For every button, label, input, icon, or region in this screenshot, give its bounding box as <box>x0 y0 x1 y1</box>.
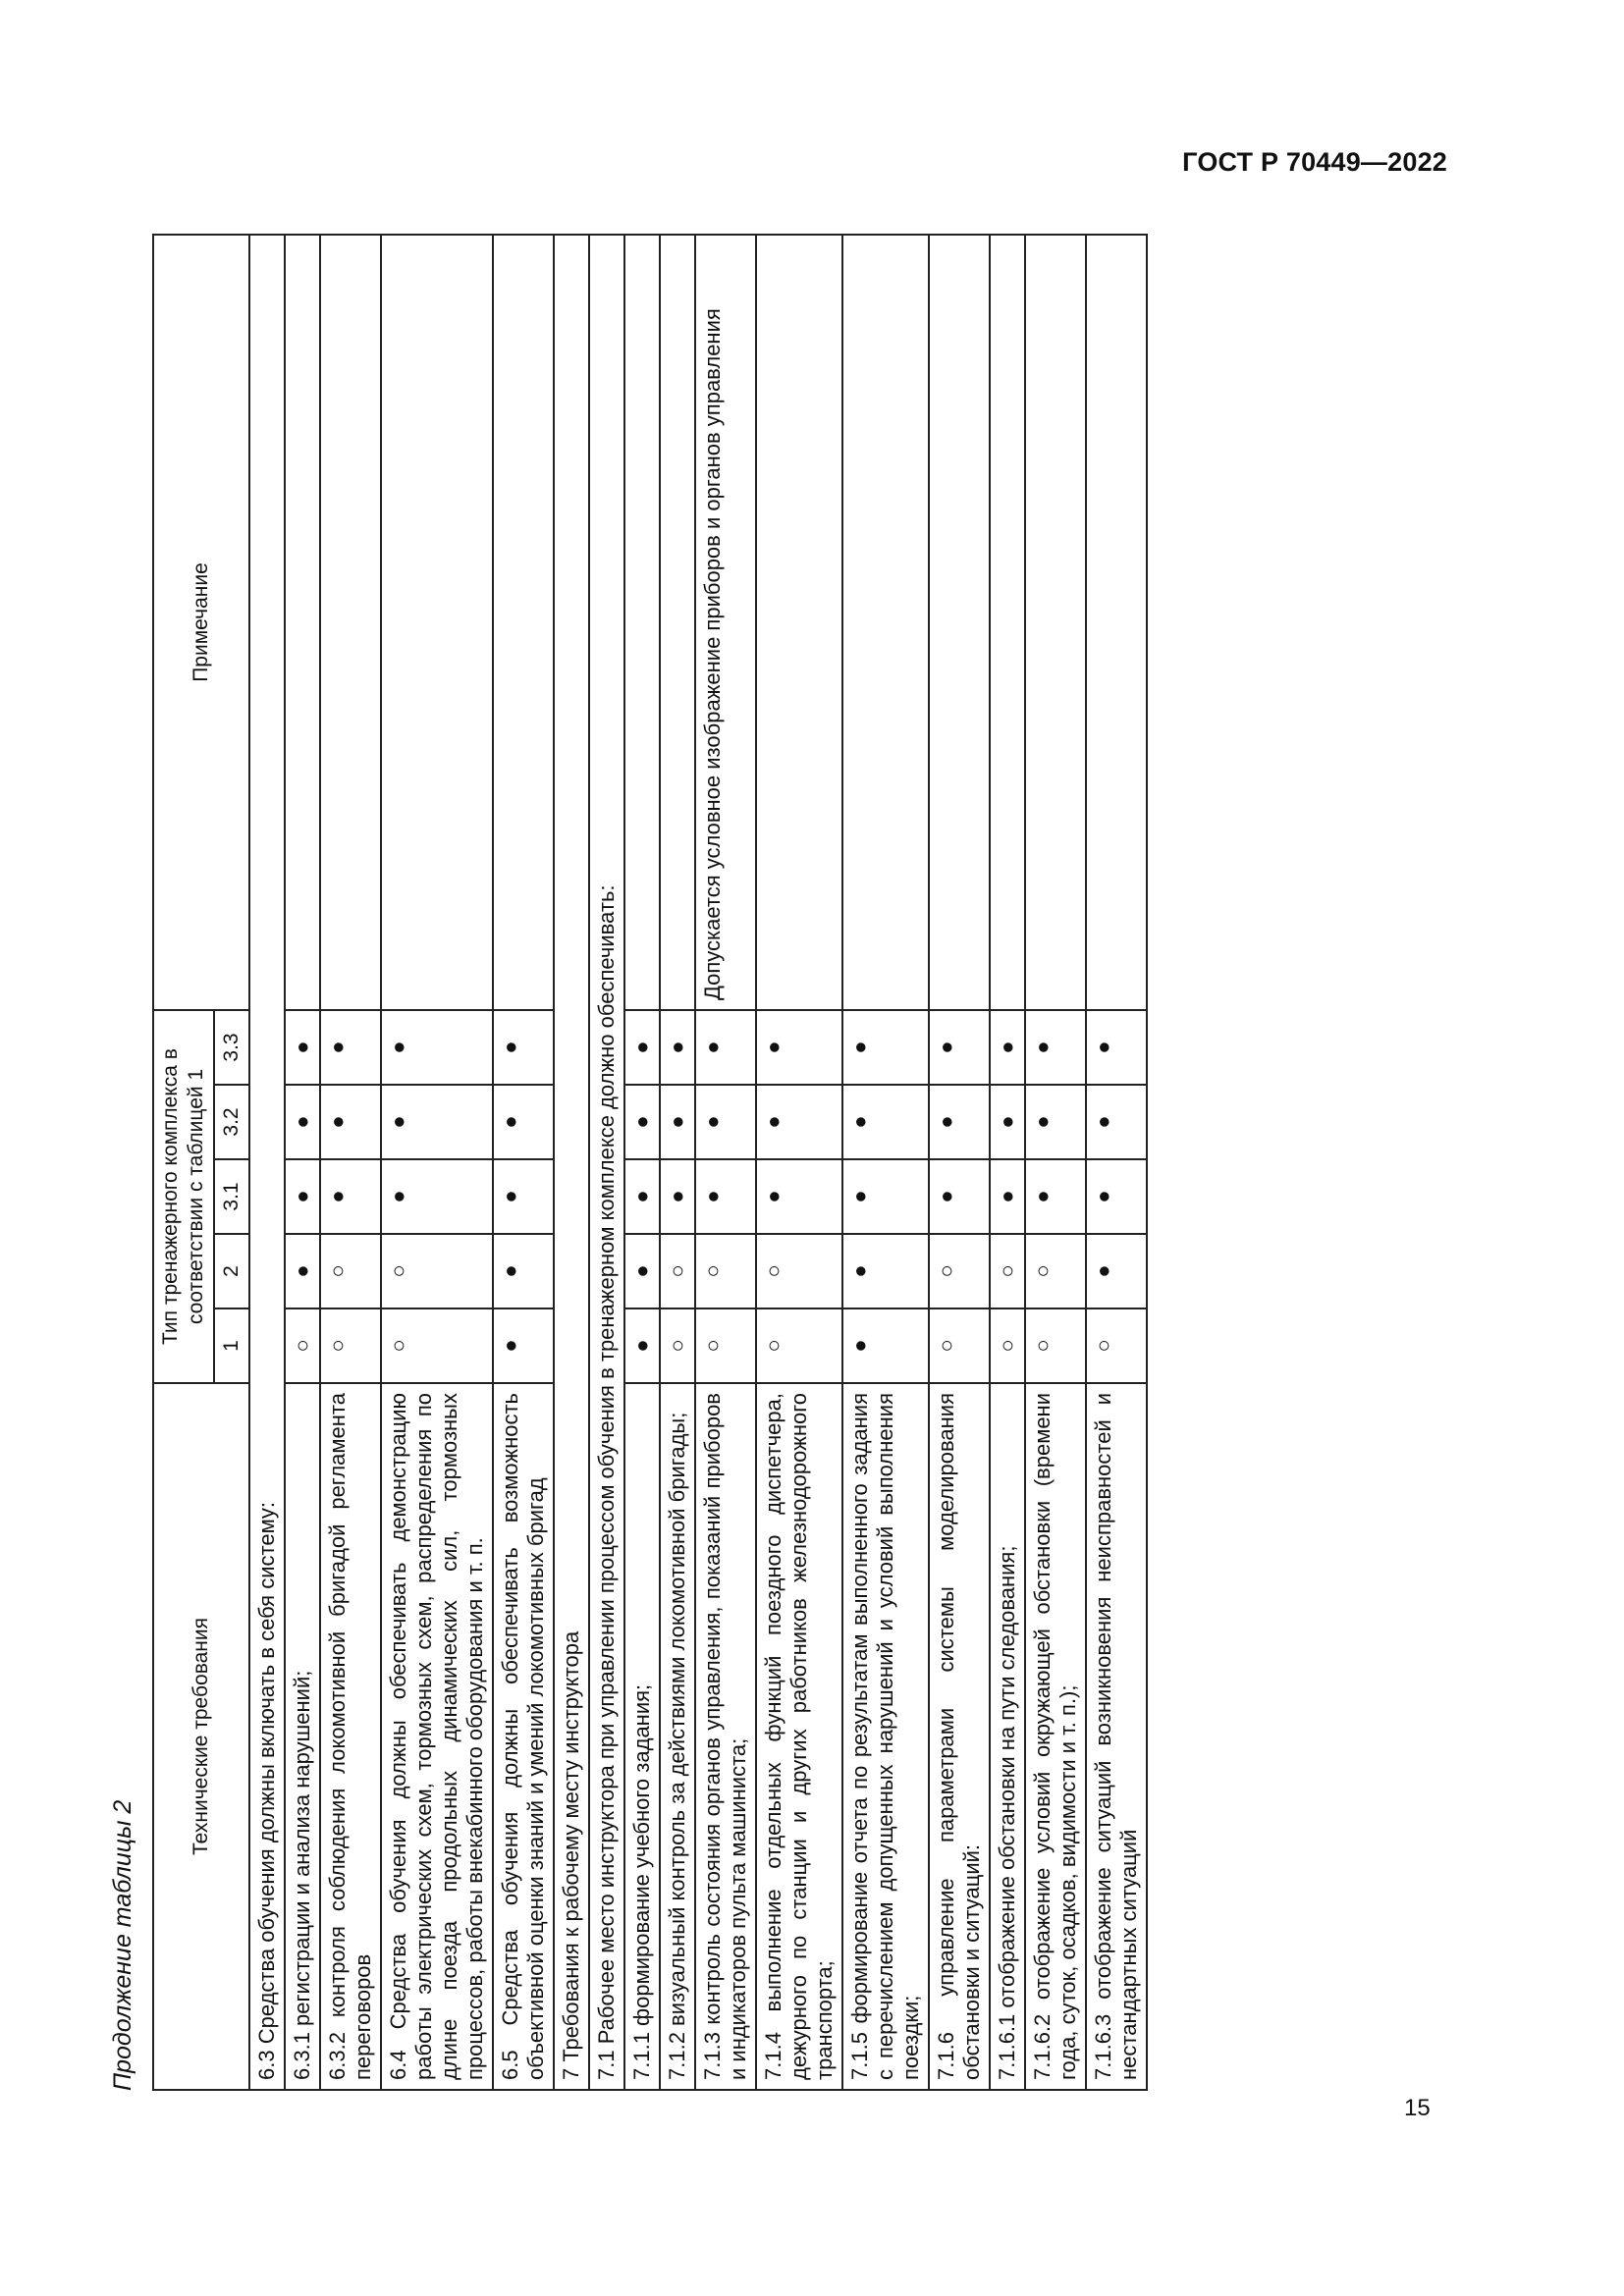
type-mark: ● <box>624 1085 660 1159</box>
note-cell <box>285 235 320 1010</box>
table-section-row <box>249 235 285 2090</box>
type-mark: ○ <box>660 1308 695 1383</box>
type-mark: ● <box>929 1085 990 1159</box>
type-mark: ● <box>624 1010 660 1085</box>
type-mark: ● <box>1086 1234 1147 1308</box>
type-mark: ○ <box>381 1234 493 1308</box>
table-row <box>285 235 320 2090</box>
note-cell <box>660 235 695 1010</box>
type-mark: ● <box>381 1159 493 1234</box>
type-mark: ● <box>929 1010 990 1085</box>
col-header-note: Примечание <box>153 235 249 1010</box>
type-mark: ● <box>381 1010 493 1085</box>
type-mark: ● <box>624 1159 660 1234</box>
table-row <box>756 235 842 2090</box>
note-cell <box>990 235 1025 1010</box>
note-cell <box>1025 235 1086 1010</box>
type-mark: ● <box>660 1159 695 1234</box>
type-mark: ● <box>624 1308 660 1383</box>
type-mark: ○ <box>695 1308 756 1383</box>
table-row <box>990 235 1025 2090</box>
requirement-text: 7.1.6.3 отображение ситуаций возникновения неисправностей и нестандартных ситуаций <box>1086 1383 1147 2090</box>
requirement-text: 6.4 Средства обучения должны обеспечивать демонстрацию работы электрических схем, тормозных схем, распределения по длине поезда продольных динамических сил, тормозных процессов, работы внекабинного оборудования и т. п. <box>381 1383 493 2090</box>
type-mark: ● <box>493 1085 554 1159</box>
type-mark: ● <box>1025 1085 1086 1159</box>
table-row <box>1086 235 1147 2090</box>
table-row <box>929 235 990 2090</box>
type-mark: ● <box>695 1159 756 1234</box>
type-mark: ○ <box>320 1308 381 1383</box>
type-mark: ○ <box>320 1234 381 1308</box>
type-mark: ○ <box>1025 1234 1086 1308</box>
note-cell <box>320 235 381 1010</box>
type-mark: ● <box>695 1010 756 1085</box>
table-row <box>695 235 756 2090</box>
type-mark: ○ <box>756 1234 842 1308</box>
type-mark: ○ <box>929 1234 990 1308</box>
table-row <box>842 235 929 2090</box>
note-cell: Допускается условное изображение приборов и органов управления <box>695 235 756 1010</box>
type-mark: ● <box>842 1010 929 1085</box>
type-mark: ● <box>695 1085 756 1159</box>
table-row <box>624 235 660 2090</box>
requirement-text: 6.5 Средства обучения должны обеспечивать возможность объективной оценки знаний и умений локомотивных бригад <box>493 1383 554 2090</box>
requirement-text: 7.1.6.1 отображение обстановки на пути следования; <box>990 1383 1025 2090</box>
type-mark: ● <box>624 1234 660 1308</box>
col-header-type: 2 <box>214 1234 249 1308</box>
section-heading: 7.1 Рабочее место инструктора при управлении процессом обучения в тренажерном комплексе должно обеспечивать: <box>589 235 624 2090</box>
type-mark: ○ <box>1025 1308 1086 1383</box>
type-mark: ● <box>1086 1159 1147 1234</box>
type-mark: ● <box>990 1159 1025 1234</box>
type-mark: ● <box>493 1159 554 1234</box>
type-mark: ● <box>320 1010 381 1085</box>
type-mark: ● <box>320 1159 381 1234</box>
type-mark: ● <box>660 1085 695 1159</box>
type-mark: ● <box>493 1010 554 1085</box>
standard-designation: ГОСТ Р 70449—2022 <box>1182 147 1447 177</box>
requirement-text: 7.1.6.2 отображение условий окружающей обстановки (времени года, суток, осадков, видимости и т. п.); <box>1025 1383 1086 2090</box>
table-body <box>249 235 1147 2090</box>
type-mark: ● <box>842 1085 929 1159</box>
type-mark: ○ <box>990 1234 1025 1308</box>
rotated-table-area <box>108 226 1404 2091</box>
type-mark: ○ <box>1086 1308 1147 1383</box>
note-cell <box>381 235 493 1010</box>
note-cell <box>929 235 990 1010</box>
type-mark: ● <box>381 1085 493 1159</box>
type-mark: ● <box>990 1085 1025 1159</box>
type-mark: ● <box>842 1159 929 1234</box>
col-header-type-group: Тип тренажерного комплекса в соответствии с таблицей 1 <box>153 1010 214 1383</box>
type-mark: ● <box>493 1308 554 1383</box>
type-mark: ● <box>756 1010 842 1085</box>
requirement-text: 7.1.2 визуальный контроль за действиями локомотивной бригады; <box>660 1383 695 2090</box>
col-header-type: 3.2 <box>214 1085 249 1159</box>
type-mark: ● <box>285 1010 320 1085</box>
table-section-row <box>589 235 624 2090</box>
table-row <box>381 235 493 2090</box>
section-heading: 7 Требования к рабочему месту инструктора <box>554 235 589 2090</box>
page-number: 15 <box>1404 2095 1431 2121</box>
requirement-text: 7.1.5 формирование отчета по результатам выполненного задания с перечислением допущенных нарушений и условий выполнения поездки; <box>842 1383 929 2090</box>
note-cell <box>842 235 929 1010</box>
type-mark: ● <box>1086 1085 1147 1159</box>
table-caption: Продолжение таблицы 2 <box>109 1799 136 2091</box>
col-header-type: 3.1 <box>214 1159 249 1234</box>
col-header-type: 1 <box>214 1308 249 1383</box>
type-mark: ○ <box>285 1308 320 1383</box>
type-mark: ● <box>285 1085 320 1159</box>
type-mark: ○ <box>929 1308 990 1383</box>
table-section-row <box>554 235 589 2090</box>
type-mark: ● <box>285 1234 320 1308</box>
section-heading: 6.3 Средства обучения должны включать в себя систему: <box>249 235 285 2090</box>
type-mark: ● <box>320 1085 381 1159</box>
note-cell <box>624 235 660 1010</box>
type-mark: ○ <box>695 1234 756 1308</box>
type-mark: ● <box>842 1234 929 1308</box>
type-mark: ● <box>493 1234 554 1308</box>
type-mark: ● <box>660 1010 695 1085</box>
type-mark: ● <box>285 1159 320 1234</box>
note-cell <box>756 235 842 1010</box>
table-row <box>493 235 554 2090</box>
note-cell <box>493 235 554 1010</box>
type-mark: ○ <box>660 1234 695 1308</box>
type-mark: ● <box>842 1308 929 1383</box>
type-mark: ○ <box>756 1308 842 1383</box>
col-header-requirements: Технические требования <box>153 1383 249 2090</box>
type-mark: ● <box>1025 1010 1086 1085</box>
requirements-table <box>152 234 1148 2091</box>
table-header <box>153 235 249 2090</box>
note-cell <box>1086 235 1147 1010</box>
requirement-text: 7.1.1 формирование учебного задания; <box>624 1383 660 2090</box>
requirement-text: 7.1.3 контроль состояния органов управления, показаний приборов и индикаторов пульта машиниста; <box>695 1383 756 2090</box>
type-mark: ● <box>990 1010 1025 1085</box>
requirement-text: 7.1.6 управление параметрами системы моделирования обстановки и ситуаций: <box>929 1383 990 2090</box>
type-mark: ● <box>1086 1010 1147 1085</box>
table-row <box>320 235 381 2090</box>
type-mark: ● <box>756 1159 842 1234</box>
type-mark: ● <box>756 1085 842 1159</box>
requirement-text: 7.1.4 выполнение отдельных функций поездного диспетчера, дежурного по станции и других работников железнодорожного транспорта; <box>756 1383 842 2090</box>
table-row <box>1025 235 1086 2090</box>
col-header-type: 3.3 <box>214 1010 249 1085</box>
type-mark: ● <box>929 1159 990 1234</box>
type-mark: ○ <box>381 1308 493 1383</box>
table-row <box>660 235 695 2090</box>
type-mark: ● <box>1025 1159 1086 1234</box>
requirement-text: 6.3.2 контроля соблюдения локомотивной бригадой регламента переговоров <box>320 1383 381 2090</box>
requirement-text: 6.3.1 регистрации и анализа нарушений; <box>285 1383 320 2090</box>
type-mark: ○ <box>990 1308 1025 1383</box>
